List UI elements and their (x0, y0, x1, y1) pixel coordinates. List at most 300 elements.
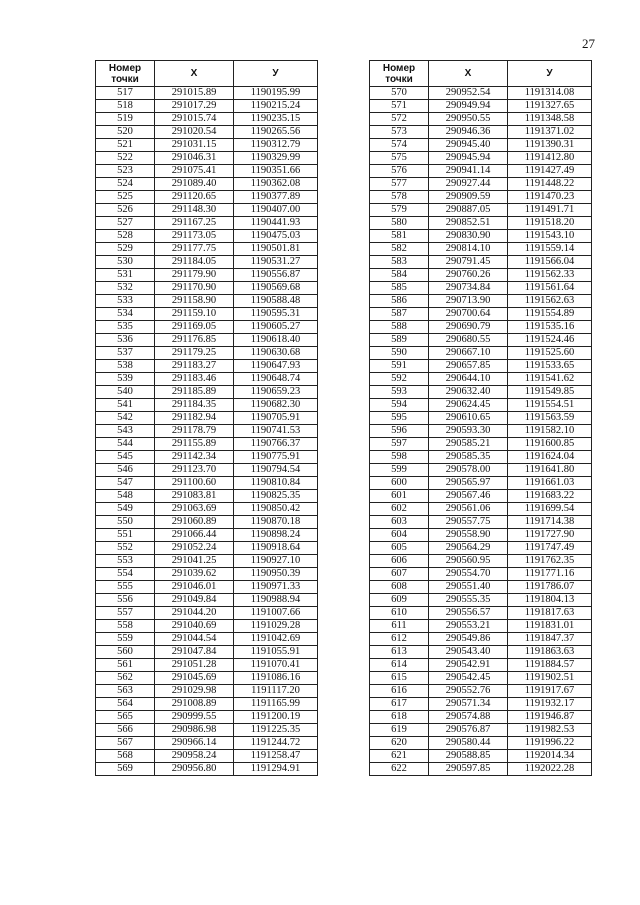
cell-x: 291179.90 (155, 269, 234, 282)
table-row (96, 711, 318, 724)
table-row (370, 126, 592, 139)
cell-y: 1190705.91 (234, 412, 318, 425)
cell-point-number: 566 (96, 724, 155, 737)
cell-point-number: 522 (96, 152, 155, 165)
table-row (96, 152, 318, 165)
table-row (96, 425, 318, 438)
cell-point-number: 571 (370, 100, 429, 113)
table-row (96, 412, 318, 425)
cell-point-number: 555 (96, 581, 155, 594)
table-row (96, 256, 318, 269)
cell-y: 1190618.40 (234, 334, 318, 347)
table-row (370, 360, 592, 373)
cell-point-number: 549 (96, 503, 155, 516)
table-row (96, 490, 318, 503)
cell-x: 290542.45 (429, 672, 508, 685)
cell-y: 1191562.33 (508, 269, 592, 282)
cell-y: 1190648.74 (234, 373, 318, 386)
cell-x: 291185.89 (155, 386, 234, 399)
cell-x: 290814.10 (429, 243, 508, 256)
header-point-number: Номер точки (96, 61, 155, 87)
cell-y: 1191996.22 (508, 737, 592, 750)
table-row (96, 477, 318, 490)
cell-point-number: 621 (370, 750, 429, 763)
table-row (96, 282, 318, 295)
cell-y: 1191847.37 (508, 633, 592, 646)
table-row (370, 672, 592, 685)
table-row (96, 763, 318, 776)
table-row (96, 308, 318, 321)
cell-point-number: 612 (370, 633, 429, 646)
cell-y: 1190825.35 (234, 490, 318, 503)
table-row (96, 646, 318, 659)
cell-y: 1190195.99 (234, 87, 318, 100)
cell-x: 291083.81 (155, 490, 234, 503)
cell-x: 291041.25 (155, 555, 234, 568)
table-row (370, 87, 592, 100)
table-row (370, 230, 592, 243)
cell-x: 291179.25 (155, 347, 234, 360)
cell-point-number: 580 (370, 217, 429, 230)
cell-y: 1191535.16 (508, 321, 592, 334)
cell-y: 1191244.72 (234, 737, 318, 750)
cell-y: 1191714.38 (508, 516, 592, 529)
header-y: У (234, 61, 318, 87)
cell-x: 290560.95 (429, 555, 508, 568)
cell-x: 290543.40 (429, 646, 508, 659)
cell-point-number: 560 (96, 646, 155, 659)
table-header-row (370, 61, 592, 87)
cell-point-number: 592 (370, 373, 429, 386)
cell-y: 1192014.34 (508, 750, 592, 763)
table-row (370, 529, 592, 542)
cell-y: 1191390.31 (508, 139, 592, 152)
table-row (370, 737, 592, 750)
cell-point-number: 618 (370, 711, 429, 724)
cell-point-number: 547 (96, 477, 155, 490)
cell-y: 1190595.31 (234, 308, 318, 321)
cell-y: 1190265.56 (234, 126, 318, 139)
table-row (370, 269, 592, 282)
table-row (96, 204, 318, 217)
cell-point-number: 568 (96, 750, 155, 763)
cell-y: 1191533.65 (508, 360, 592, 373)
cell-x: 290549.86 (429, 633, 508, 646)
cell-point-number: 587 (370, 308, 429, 321)
table-row (370, 516, 592, 529)
cell-point-number: 570 (370, 87, 429, 100)
cell-point-number: 589 (370, 334, 429, 347)
cell-y: 1191982.53 (508, 724, 592, 737)
cell-x: 290557.75 (429, 516, 508, 529)
cell-y: 1191086.16 (234, 672, 318, 685)
cell-y: 1191582.10 (508, 425, 592, 438)
table-row (370, 412, 592, 425)
table-row (370, 100, 592, 113)
cell-x: 290852.51 (429, 217, 508, 230)
cell-y: 1191563.59 (508, 412, 592, 425)
table-row (370, 191, 592, 204)
cell-point-number: 544 (96, 438, 155, 451)
cell-point-number: 608 (370, 581, 429, 594)
cell-x: 290945.40 (429, 139, 508, 152)
cell-point-number: 588 (370, 321, 429, 334)
cell-x: 290551.40 (429, 581, 508, 594)
cell-x: 291158.90 (155, 295, 234, 308)
cell-y: 1191699.54 (508, 503, 592, 516)
cell-point-number: 590 (370, 347, 429, 360)
cell-x: 291142.34 (155, 451, 234, 464)
cell-y: 1190630.68 (234, 347, 318, 360)
table-row (96, 529, 318, 542)
cell-x: 291008.89 (155, 698, 234, 711)
coordinates-table-right (369, 60, 592, 776)
table-row (370, 282, 592, 295)
table-row (96, 438, 318, 451)
table-row (370, 373, 592, 386)
cell-point-number: 602 (370, 503, 429, 516)
cell-y: 1190605.27 (234, 321, 318, 334)
table-row (370, 451, 592, 464)
cell-y: 1191448.22 (508, 178, 592, 191)
cell-x: 290986.98 (155, 724, 234, 737)
cell-x: 290565.97 (429, 477, 508, 490)
table-row (96, 750, 318, 763)
cell-point-number: 562 (96, 672, 155, 685)
table-row (96, 620, 318, 633)
cell-x: 291017.29 (155, 100, 234, 113)
cell-point-number: 605 (370, 542, 429, 555)
cell-x: 290558.90 (429, 529, 508, 542)
header-x: Х (429, 61, 508, 87)
table-row (370, 256, 592, 269)
cell-x: 290624.45 (429, 399, 508, 412)
cell-point-number: 550 (96, 516, 155, 529)
cell-y: 1191294.91 (234, 763, 318, 776)
cell-x: 291159.10 (155, 308, 234, 321)
cell-x: 291184.35 (155, 399, 234, 412)
cell-point-number: 531 (96, 269, 155, 282)
cell-y: 1190950.39 (234, 568, 318, 581)
table-row (370, 217, 592, 230)
cell-y: 1191070.41 (234, 659, 318, 672)
table-row (370, 503, 592, 516)
cell-y: 1191524.46 (508, 334, 592, 347)
cell-y: 1191117.20 (234, 685, 318, 698)
cell-y: 1190775.91 (234, 451, 318, 464)
cell-point-number: 615 (370, 672, 429, 685)
cell-point-number: 610 (370, 607, 429, 620)
cell-x: 291029.98 (155, 685, 234, 698)
table-row (96, 191, 318, 204)
cell-x: 290956.80 (155, 763, 234, 776)
cell-x: 290610.65 (429, 412, 508, 425)
cell-point-number: 611 (370, 620, 429, 633)
table-row (370, 594, 592, 607)
cell-x: 291176.85 (155, 334, 234, 347)
cell-point-number: 600 (370, 477, 429, 490)
cell-y: 1190407.00 (234, 204, 318, 217)
cell-x: 290941.14 (429, 165, 508, 178)
cell-y: 1190569.68 (234, 282, 318, 295)
table-row (370, 711, 592, 724)
cell-x: 291170.90 (155, 282, 234, 295)
table-row (370, 321, 592, 334)
table-row (96, 594, 318, 607)
cell-point-number: 574 (370, 139, 429, 152)
cell-point-number: 576 (370, 165, 429, 178)
cell-y: 1191884.57 (508, 659, 592, 672)
table-row (96, 165, 318, 178)
cell-y: 1190850.42 (234, 503, 318, 516)
cell-y: 1190810.84 (234, 477, 318, 490)
cell-x: 290667.10 (429, 347, 508, 360)
cell-x: 290556.57 (429, 607, 508, 620)
cell-y: 1191804.13 (508, 594, 592, 607)
cell-x: 290690.79 (429, 321, 508, 334)
cell-point-number: 534 (96, 308, 155, 321)
cell-x: 291052.24 (155, 542, 234, 555)
cell-x: 291089.40 (155, 178, 234, 191)
cell-point-number: 532 (96, 282, 155, 295)
cell-point-number: 616 (370, 685, 429, 698)
table-row (370, 607, 592, 620)
table-row (96, 178, 318, 191)
table-row (370, 464, 592, 477)
cell-x: 291183.27 (155, 360, 234, 373)
table-row (96, 386, 318, 399)
table-row (370, 295, 592, 308)
cell-point-number: 567 (96, 737, 155, 750)
cell-y: 1190351.66 (234, 165, 318, 178)
cell-x: 291045.69 (155, 672, 234, 685)
cell-point-number: 617 (370, 698, 429, 711)
table-row (370, 620, 592, 633)
table-row (370, 633, 592, 646)
cell-y: 1190531.27 (234, 256, 318, 269)
cell-point-number: 583 (370, 256, 429, 269)
cell-point-number: 541 (96, 399, 155, 412)
cell-x: 291039.62 (155, 568, 234, 581)
cell-point-number: 586 (370, 295, 429, 308)
cell-x: 291060.89 (155, 516, 234, 529)
cell-y: 1191554.89 (508, 308, 592, 321)
cell-point-number: 585 (370, 282, 429, 295)
cell-point-number: 603 (370, 516, 429, 529)
cell-x: 290830.90 (429, 230, 508, 243)
cell-x: 291046.31 (155, 152, 234, 165)
table-row (96, 672, 318, 685)
table-row (96, 451, 318, 464)
cell-point-number: 535 (96, 321, 155, 334)
cell-x: 290945.94 (429, 152, 508, 165)
cell-point-number: 594 (370, 399, 429, 412)
cell-y: 1190794.54 (234, 464, 318, 477)
cell-y: 1191566.04 (508, 256, 592, 269)
cell-y: 1190927.10 (234, 555, 318, 568)
cell-point-number: 554 (96, 568, 155, 581)
cell-y: 1191641.80 (508, 464, 592, 477)
table-row (96, 685, 318, 698)
cell-point-number: 546 (96, 464, 155, 477)
table-row (96, 230, 318, 243)
cell-point-number: 606 (370, 555, 429, 568)
cell-point-number: 609 (370, 594, 429, 607)
cell-x: 290553.21 (429, 620, 508, 633)
cell-x: 291120.65 (155, 191, 234, 204)
cell-x: 290597.85 (429, 763, 508, 776)
cell-y: 1191029.28 (234, 620, 318, 633)
table-row (96, 464, 318, 477)
table-row (370, 347, 592, 360)
cell-x: 290585.35 (429, 451, 508, 464)
cell-point-number: 573 (370, 126, 429, 139)
cell-y: 1190475.03 (234, 230, 318, 243)
table-row (370, 685, 592, 698)
table-row (96, 659, 318, 672)
cell-point-number: 530 (96, 256, 155, 269)
table-row (370, 204, 592, 217)
cell-y: 1190215.24 (234, 100, 318, 113)
cell-y: 1190377.89 (234, 191, 318, 204)
cell-x: 290593.30 (429, 425, 508, 438)
cell-x: 290657.85 (429, 360, 508, 373)
table-row (96, 243, 318, 256)
cell-x: 291020.54 (155, 126, 234, 139)
cell-y: 1191554.51 (508, 399, 592, 412)
table-row (96, 269, 318, 282)
cell-x: 291155.89 (155, 438, 234, 451)
table-row (96, 126, 318, 139)
cell-point-number: 575 (370, 152, 429, 165)
cell-point-number: 540 (96, 386, 155, 399)
table-row (370, 425, 592, 438)
cell-point-number: 518 (96, 100, 155, 113)
table-row (96, 607, 318, 620)
cell-y: 1191525.60 (508, 347, 592, 360)
cell-point-number: 620 (370, 737, 429, 750)
cell-x: 291044.20 (155, 607, 234, 620)
cell-x: 290555.35 (429, 594, 508, 607)
cell-point-number: 521 (96, 139, 155, 152)
header-x: Х (155, 61, 234, 87)
cell-y: 1191225.35 (234, 724, 318, 737)
table-row (370, 568, 592, 581)
cell-point-number: 622 (370, 763, 429, 776)
table-row (96, 581, 318, 594)
table-row (96, 113, 318, 126)
cell-point-number: 564 (96, 698, 155, 711)
cell-y: 1191314.08 (508, 87, 592, 100)
cell-y: 1191258.47 (234, 750, 318, 763)
cell-point-number: 543 (96, 425, 155, 438)
cell-x: 290909.59 (429, 191, 508, 204)
cell-point-number: 556 (96, 594, 155, 607)
cell-point-number: 536 (96, 334, 155, 347)
cell-x: 290952.54 (429, 87, 508, 100)
cell-y: 1191470.23 (508, 191, 592, 204)
cell-y: 1190766.37 (234, 438, 318, 451)
table-row (96, 399, 318, 412)
table-row (370, 243, 592, 256)
cell-x: 290561.06 (429, 503, 508, 516)
table-row (96, 737, 318, 750)
cell-x: 291123.70 (155, 464, 234, 477)
page-number: 27 (582, 36, 595, 51)
cell-x: 290713.90 (429, 295, 508, 308)
cell-point-number: 619 (370, 724, 429, 737)
table-row (96, 373, 318, 386)
cell-x: 291051.28 (155, 659, 234, 672)
cell-x: 290571.34 (429, 698, 508, 711)
table-row (96, 334, 318, 347)
cell-point-number: 561 (96, 659, 155, 672)
cell-x: 291031.15 (155, 139, 234, 152)
cell-point-number: 528 (96, 230, 155, 243)
cell-y: 1191055.91 (234, 646, 318, 659)
cell-point-number: 524 (96, 178, 155, 191)
cell-y: 1191348.58 (508, 113, 592, 126)
cell-y: 1191491.71 (508, 204, 592, 217)
table-row (370, 152, 592, 165)
cell-point-number: 548 (96, 490, 155, 503)
cell-x: 291167.25 (155, 217, 234, 230)
table-row (96, 516, 318, 529)
cell-x: 290927.44 (429, 178, 508, 191)
cell-x: 290958.24 (155, 750, 234, 763)
cell-x: 290644.10 (429, 373, 508, 386)
cell-x: 290580.44 (429, 737, 508, 750)
cell-y: 1190682.30 (234, 399, 318, 412)
cell-y: 1191817.63 (508, 607, 592, 620)
cell-point-number: 552 (96, 542, 155, 555)
cell-y: 1190988.94 (234, 594, 318, 607)
cell-x: 291063.69 (155, 503, 234, 516)
cell-point-number: 613 (370, 646, 429, 659)
cell-point-number: 551 (96, 529, 155, 542)
cell-x: 290680.55 (429, 334, 508, 347)
table-row (370, 113, 592, 126)
cell-point-number: 591 (370, 360, 429, 373)
table-row (96, 139, 318, 152)
cell-y: 1190898.24 (234, 529, 318, 542)
cell-y: 1191771.16 (508, 568, 592, 581)
cell-x: 290949.94 (429, 100, 508, 113)
cell-x: 291046.01 (155, 581, 234, 594)
cell-y: 1191562.63 (508, 295, 592, 308)
cell-point-number: 519 (96, 113, 155, 126)
cell-y: 1191200.19 (234, 711, 318, 724)
cell-x: 291173.05 (155, 230, 234, 243)
cell-y: 1191427.49 (508, 165, 592, 178)
cell-y: 1191727.90 (508, 529, 592, 542)
cell-y: 1190312.79 (234, 139, 318, 152)
cell-y: 1190588.48 (234, 295, 318, 308)
table-row (370, 399, 592, 412)
cell-y: 1191932.17 (508, 698, 592, 711)
coordinates-table-left (95, 60, 318, 776)
cell-x: 290946.36 (429, 126, 508, 139)
table-row (370, 750, 592, 763)
cell-y: 1191543.10 (508, 230, 592, 243)
cell-x: 291075.41 (155, 165, 234, 178)
cell-y: 1191600.85 (508, 438, 592, 451)
table-row (370, 763, 592, 776)
cell-y: 1191863.63 (508, 646, 592, 659)
cell-y: 1191831.01 (508, 620, 592, 633)
cell-x: 291066.44 (155, 529, 234, 542)
table-row (370, 724, 592, 737)
